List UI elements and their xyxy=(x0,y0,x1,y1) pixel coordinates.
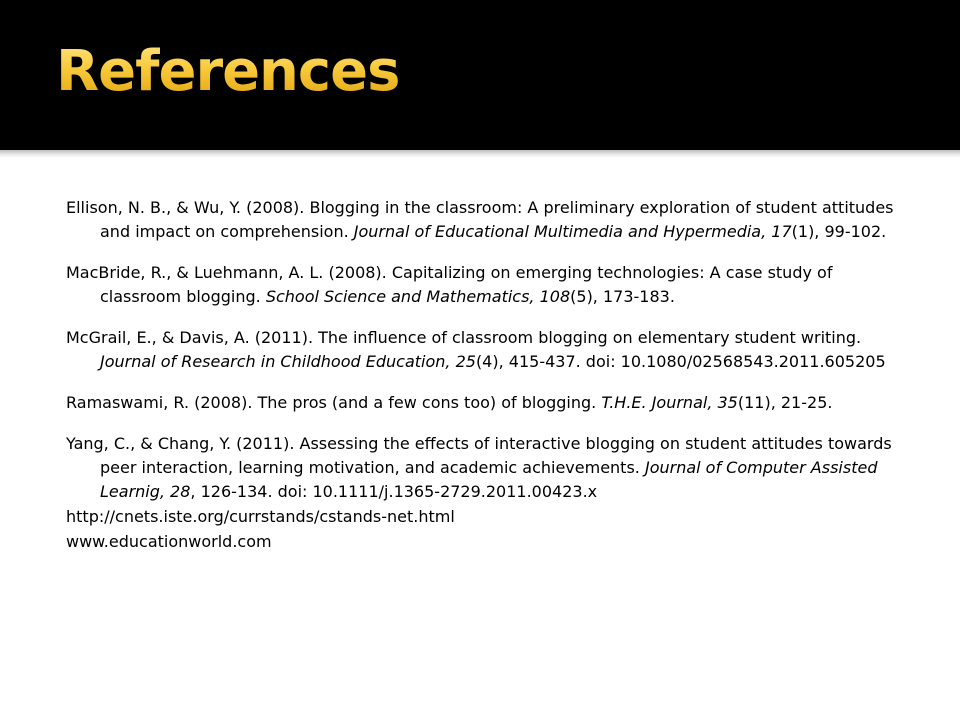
reference-text: McGrail, E., & Davis, A. (2011). The influence of classroom blogging on elementary student writing. xyxy=(66,328,862,347)
reference-text-end: (11), 21-25. xyxy=(737,393,833,412)
reference-mcgrail xyxy=(66,326,896,374)
reference-text: Ramaswami, R. (2008). The pros (and a few cons too) of blogging. xyxy=(66,393,602,412)
reference-text: Ellison, N. B., & Wu, Y. (2008). Blogging in the classroom: A preliminary exploration of student attitudes and impact on comprehension. xyxy=(66,198,894,241)
reference-text-end: , 126-134. doi: 10.1111/j.1365-2729.2011.00423.x xyxy=(190,482,598,501)
reference-text: Yang, C., & Chang, Y. (2011). Assessing the effects of interactive blogging on student attitudes towards peer interaction, learning motivation, and academic achievements. xyxy=(66,434,892,477)
reference-journal: Journal of Computer Assisted Learnig, 28 xyxy=(100,458,878,501)
reference-text-end: (4), 415-437. doi: 10.1080/02568543.2011.605205 xyxy=(475,352,886,371)
reference-macbride xyxy=(66,261,896,309)
slide-title: References xyxy=(56,39,400,104)
reference-text-end: (5), 173-183. xyxy=(570,287,675,306)
reference-journal: Journal of Research in Childhood Education, 25 xyxy=(100,352,476,371)
reference-list xyxy=(66,196,896,554)
reference-journal: Journal of Educational Multimedia and Hypermedia, 17 xyxy=(353,222,792,241)
reference-text-end: (1), 99-102. xyxy=(791,222,887,241)
content-area xyxy=(0,158,960,720)
title-divider xyxy=(0,150,960,158)
reference-journal: T.H.E. Journal, 35 xyxy=(601,393,738,412)
reference-text: MacBride, R., & Luehmann, A. L. (2008). Capitalizing on emerging technologies: A case study of classroom blogging. xyxy=(66,263,833,306)
reference-journal: School Science and Mathematics, 108 xyxy=(265,287,571,306)
reference-yang xyxy=(66,432,896,504)
reference-ramaswami xyxy=(66,391,896,415)
link-educationworld[interactable]: www.educationworld.com xyxy=(66,532,272,551)
reference-ellison xyxy=(66,196,896,244)
link-cnets[interactable]: http://cnets.iste.org/currstands/cstands-net.html xyxy=(66,507,455,526)
title-bar xyxy=(0,0,960,150)
